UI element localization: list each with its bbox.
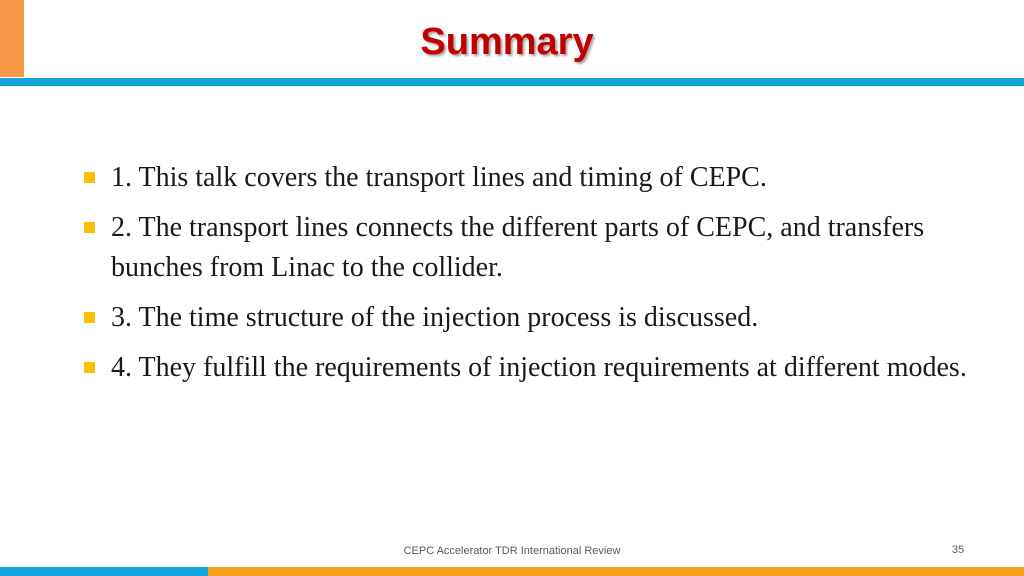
- bullet-item: [80, 298, 990, 338]
- header-divider: [0, 78, 1024, 86]
- square-bullet-icon: [84, 362, 95, 373]
- bullet-item: [80, 208, 990, 288]
- square-bullet-icon: [84, 172, 95, 183]
- bullet-text: 1. This talk covers the transport lines and timing of CEPC.: [111, 162, 767, 193]
- bullet-list: [80, 158, 990, 398]
- bullet-text: 3. The time structure of the injection process is discussed.: [111, 302, 759, 333]
- bullet-text: 2. The transport lines connects the different parts of CEPC, and transfers bunches from Linac to the collider.: [111, 212, 925, 283]
- page-number: 35: [951, 544, 965, 556]
- slide-title: Summary: [420, 21, 594, 63]
- bullet-item: [80, 158, 990, 198]
- square-bullet-icon: [84, 222, 95, 233]
- bullet-item: [80, 348, 990, 388]
- footer-bar-orange: [208, 567, 1024, 576]
- bullet-text: 4. They fulfill the requirements of injection requirements at different modes.: [111, 352, 967, 383]
- footer-bar-blue: [0, 567, 208, 576]
- footer-text: CEPC Accelerator TDR International Review: [403, 545, 621, 557]
- square-bullet-icon: [84, 312, 95, 323]
